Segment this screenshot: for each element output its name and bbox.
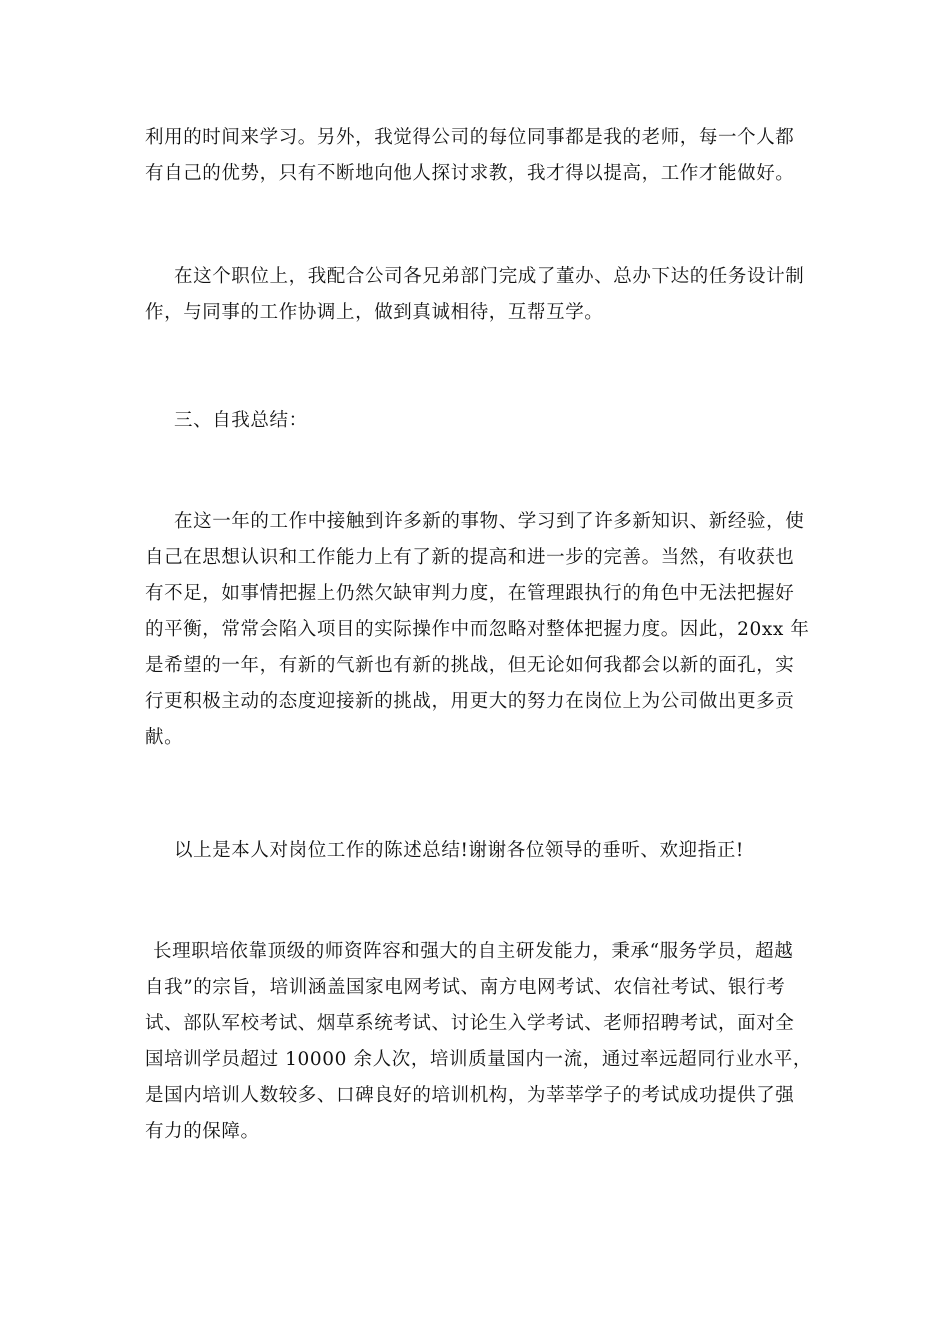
text-line: 试、部队军校考试、烟草系统考试、讨论生入学考试、老师招聘考试，面对全 (145, 1013, 795, 1034)
text-line: 自我”的宗旨，培训涵盖国家电网考试、南方电网考试、农信社考试、银行考 (145, 977, 786, 998)
text-line: 长理职培依靠顶级的师资阵容和强大的自主研发能力，秉承“服务学员，超越 (153, 941, 794, 962)
text-line: 有力的保障。 (145, 1121, 260, 1142)
text-line: 是希望的一年，有新的气新也有新的挑战，但无论如何我都会以新的面孔，实 (145, 655, 795, 676)
section-heading-self-summary (145, 403, 815, 439)
text-line: 是国内培训人数较多、口碑良好的培训机构，为莘莘学子的考试成功提供了强 (145, 1085, 795, 1106)
heading-line: 三、自我总结： (174, 410, 308, 431)
paragraph-advertisement (145, 934, 815, 1150)
text-line: 在这个职位上，我配合公司各兄弟部门完成了董办、总办下达的任务设计制 (174, 266, 805, 287)
text-line: 的平衡，常常会陷入项目的实际操作中而忽略对整体把握力度。因此，20xx 年 (145, 619, 810, 640)
paragraph-learning (145, 120, 815, 192)
text-line: 有自己的优势，只有不断地向他人探讨求教，我才得以提高，工作才能做好。 (145, 163, 795, 184)
text-line: 国培训学员超过 10000 余人次，培训质量国内一流，通过率远超同行业水平， (145, 1049, 812, 1070)
text-line: 作，与同事的工作协调上，做到真诚相待，互帮互学。 (145, 302, 604, 323)
text-line: 以上是本人对岗位工作的陈述总结!谢谢各位领导的垂听、欢迎指正! (174, 840, 744, 861)
paragraph-self-summary (145, 504, 815, 756)
text-line: 在这一年的工作中接触到许多新的事物、学习到了许多新知识、新经验，使 (174, 511, 805, 532)
text-line: 行更积极主动的态度迎接新的挑战，用更大的努力在岗位上为公司做出更多贡 (145, 691, 795, 712)
text-line: 有不足，如事情把握上仍然欠缺审判力度，在管理跟执行的角色中无法把握好 (145, 583, 795, 604)
paragraph-closing (145, 833, 815, 869)
paragraph-position (145, 259, 815, 331)
text-line: 自己在思想认识和工作能力上有了新的提高和进一步的完善。当然，有收获也 (145, 547, 795, 568)
text-line: 利用的时间来学习。另外，我觉得公司的每位同事都是我的老师，每一个人都 (145, 127, 795, 148)
text-line: 献。 (145, 727, 184, 748)
